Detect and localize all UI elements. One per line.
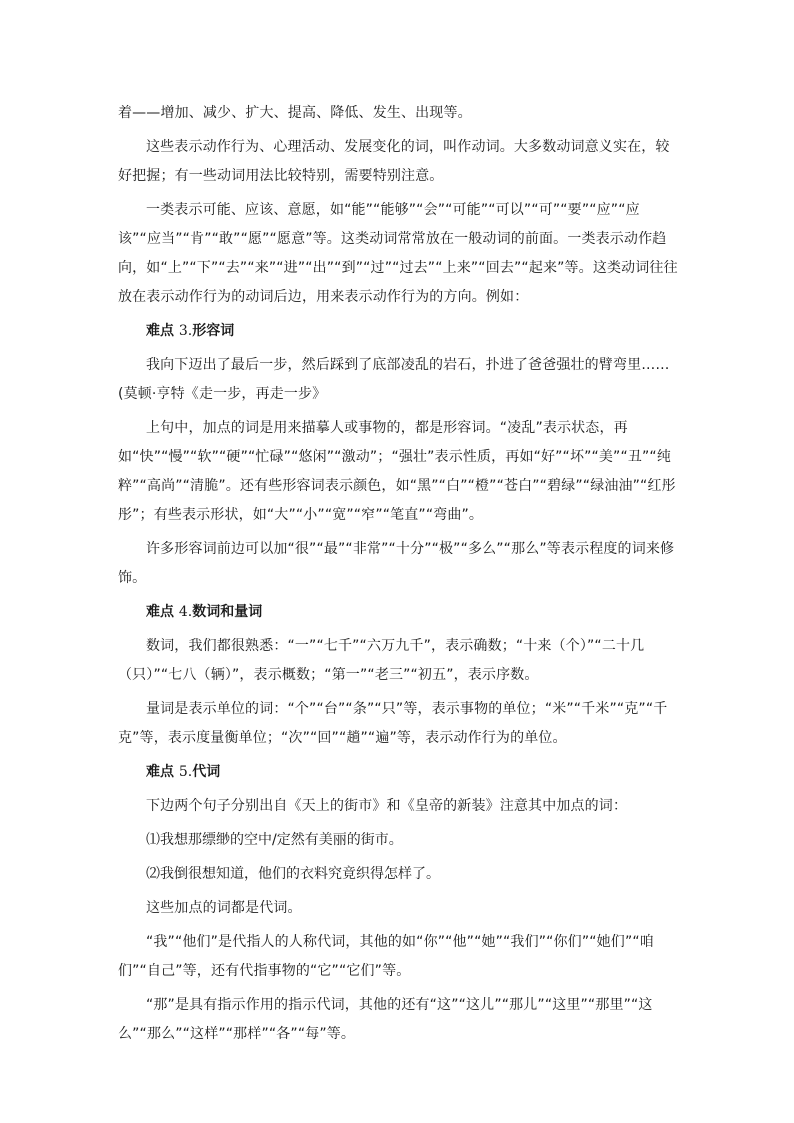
heading-label: 难点 <box>146 323 174 339</box>
heading-title: 数词和量词 <box>192 604 263 620</box>
paragraph-verb-examples: 着——增加、减少、扩大、提高、降低、发生、出现等。 <box>118 105 472 121</box>
paragraph-verb-types: 一类表示可能、应该、意愿，如“能”“能够”“会”“可能”“可以”“可”“要”“应”“应该”“应当”“肯”“敢”“愿”“愿意”等。这类动词常常放在一般动词的前面。一类表示动作趋向，如“上”“下”“去”“来”“进”“出”“到”“过”“过去”“上来”“回去”“起来”等。这类动词往往放在表示动作行为的动词后边，用来表示动作行为的方向。例如： <box>118 202 678 305</box>
paragraph-pronoun-intro: 下边两个句子分别出自《天上的街市》和《皇帝的新装》注意其中加点的词： <box>146 798 628 814</box>
paragraph-adjective-degree: 许多形容词前边可以加“很”“最”“非常”“十分”“极”“多么”“那么”等表示程度的词来修饰。 <box>118 541 675 586</box>
paragraph-pronoun-statement: 这些加点的词都是代词。 <box>146 900 302 916</box>
heading-number: 3. <box>178 323 193 339</box>
heading-label: 难点 <box>146 764 174 780</box>
heading-pronoun <box>118 758 678 787</box>
example-sentence-2: ⑵我倒很想知道，他们的衣料究竟织得怎样了。 <box>146 866 440 882</box>
heading-number: 4. <box>178 604 193 620</box>
heading-label: 难点 <box>146 604 174 620</box>
heading-adjective <box>118 317 678 346</box>
page-body <box>118 99 678 1054</box>
paragraph-adjective-explanation: 上句中，加点的词是用来描摹人或事物的，都是形容词。“凌乱”表示状态，再如“快”“慢”“软”“硬”“忙碌”“悠闲”“激动”；“强壮”表示性质，再如“好”“坏”“美”“丑”“纯粹”“高尚”“清脆”。还有些形容词表示颜色，如“黑”“白”“橙”“苍白”“碧绿”“绿油油”“红彤彤”；有些表示形状，如“大”“小”“宽”“窄”“笔直”“弯曲”。 <box>118 420 676 523</box>
heading-number: 5. <box>178 764 193 780</box>
heading-title: 形容词 <box>192 323 235 339</box>
paragraph-adjective-quote: 我向下迈出了最后一步，然后踩到了底部凌乱的岩石，扑进了爸爸强壮的臂弯里……(莫顿·亨特《走一步，再走一步》 <box>118 357 670 402</box>
paragraph-verb-definition: 这些表示动作行为、心理活动、发展变化的词，叫作动词。大多数动词意义实在，较好把握；有一些动词用法比较特别，需要特别注意。 <box>118 139 670 184</box>
paragraph-demonstrative-pronouns: “那”是具有指示作用的指示代词，其他的还有“这”“这儿”“那儿”“这里”“那里”“这么”“那么”“这样”“那样”“各”“每”等。 <box>118 997 653 1042</box>
paragraph-classifiers: 量词是表示单位的词：“个”“台”“条”“只”等，表示事物的单位；“米”“千米”“克”“千克”等，表示度量衡单位；“次”“回”“趟”“遍”等，表示动作行为的单位。 <box>118 701 668 746</box>
heading-numeral-classifier <box>118 598 678 627</box>
example-sentence-1: ⑴我想那缥缈的空中/定然有美丽的街市。 <box>146 832 403 848</box>
paragraph-numerals: 数词，我们都很熟悉：“一”“七千”“六万九千”，表示确数；“十来（个）”“二十几（只）”“七八（辆）”，表示概数；“第一”“老三”“初五”，表示序数。 <box>118 638 645 683</box>
paragraph-personal-pronouns: “我”“他们”是代指人的人称代词，其他的如“你”“他”“她”“我们”“你们”“她们”“咱们”“自己”等，还有代指事物的“它”“它们”等。 <box>118 934 654 979</box>
heading-title: 代词 <box>192 764 221 780</box>
